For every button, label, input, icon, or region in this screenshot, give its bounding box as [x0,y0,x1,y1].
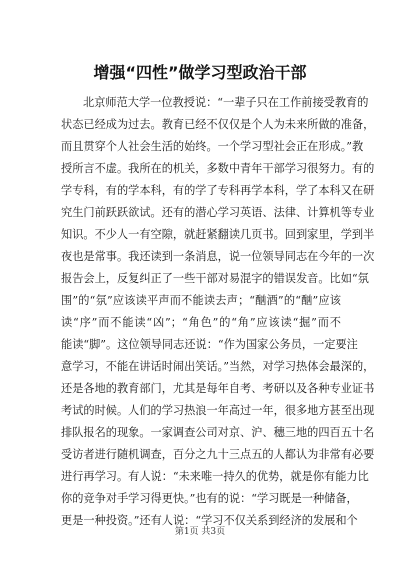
body-line: 而且贯穿个人社会生活的始终。一个学习型社会正在形成。”教 [61,140,364,153]
body-line: 你的竞争对手学习得更快。”也有的说：“学习既是一种储备， [61,492,358,505]
document-title: 增强“四性”做学习型政治干部 [93,63,307,82]
body-line: 更是一种投资。”还有人说：“学习不仅关系到经济的发展和个 [61,514,358,527]
body-line: 能读“脚”。这位领导同志还说：“作为国家公务员，一定要注 [61,338,358,351]
page-number-footer: 第1页 共3页 [174,527,226,537]
body-line: 考试的时候。人们的学习热浪一年高过一年，很多地方甚至出现 [61,404,375,417]
body-line: 状态已经成为过去。教育已经不仅仅是个人为未来所做的准备， [61,118,375,131]
body-line: 北京师范大学一位教授说：“一辈子只在工作前接受教育的 [83,96,369,109]
body-line: 意学习，不能在讲话时闹出笑话。”当然，对学习热体会最深的， [61,360,375,373]
body-line: 还是各地的教育部门，尤其是每年自考、考研以及各种专业证书 [61,382,375,395]
body-line: 读“序”而不能读“凶”；“角色”的“角”应该读“掘”而不 [61,316,341,329]
body-line: 受访者进行随机调查，百分之九十三点五的人都认为非常有必要 [61,448,375,461]
body-line: 围”的“氛”应该读平声而不能读去声；“酗酒”的“酗”应该 [61,294,341,307]
document-body [61,92,375,532]
body-line: 知识。不少人一有空隙，就赶紧翻读几页书。回到家里，学到半 [61,228,375,241]
body-line: 学专科，有的学本科，有的学了专科再学本科，学了本科又在研 [61,184,375,197]
body-line: 报告会上，反复纠正了一些干部对易混字的错误发音。比如“氛 [61,272,369,285]
body-line: 授所言不虚。我所在的机关，多数中青年干部学习很努力。有的 [61,162,375,175]
body-line: 究生门前跃跃欲试。还有的潜心学习英语、法律、计算机等专业 [61,206,375,219]
body-line: 夜也是常事。我还读到一条消息，说一位领导同志在今年的一次 [61,250,375,263]
body-line: 进行再学习。有人说：“未来唯一持久的优势，就是你有能力比 [61,470,369,483]
body-line: 排队报名的现象。一家调查公司对京、沪、穗三地的四百五十名 [61,426,375,439]
